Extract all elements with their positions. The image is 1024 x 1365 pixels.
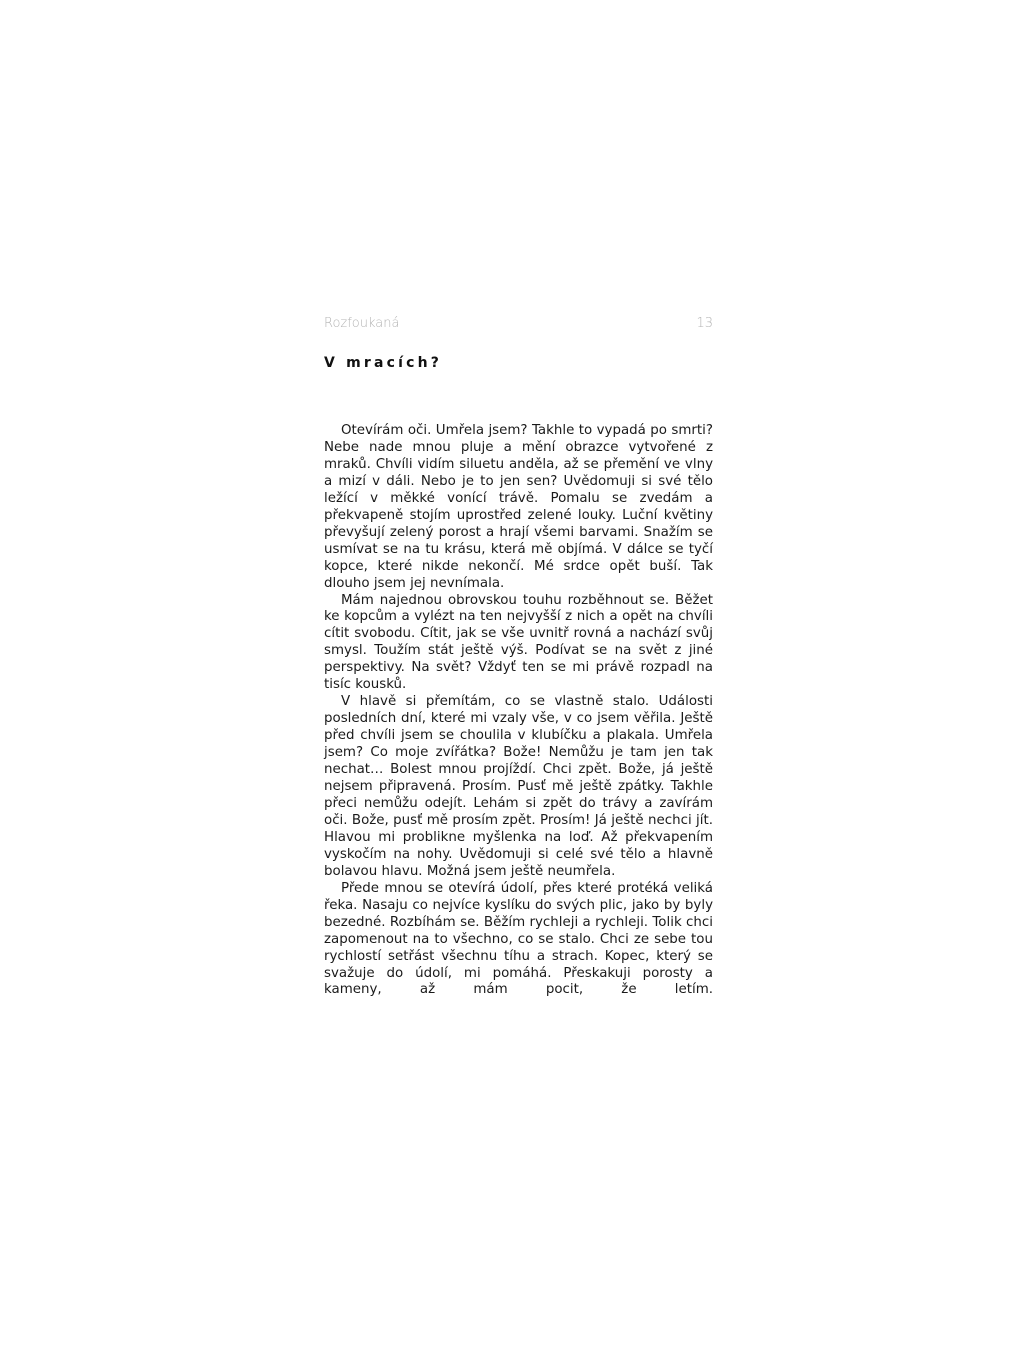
paragraph: V hlavě si přemítám, co se vlastně stalo. Události posledních dní, které mi vzaly vše, v co jsem věřila. Ještě před chvíli jsem se choulila v klubíčku a plakala. Umřela jsem? Co moje zvířátka? Bože! Nemůžu je tam jen tak nechat… Bolest mnou projíždí. Chci zpět. Bože, já ještě nejsem připravená. Prosím. Pusť mě ještě zpátky. Takhle přeci nemůžu odejít. Lehám si zpět do trávy a zavírám oči. Bože, pusť mě prosím zpět. Prosím! Já ještě nechci jít. Hlavou mi problikne myšlenka na loď. Až překvapením vyskočím na nohy. Uvědomuji si celé své tělo a hlavně bolavou hlavu. Možná jsem ještě neumřela. (324, 694, 713, 879)
paragraph: Přede mnou se otevírá údolí, přes které protéká veliká řeka. Nasaju co nejvíce kyslíku do svých plic, jako by byly bezedné. Rozbíhám se. Běžím rychleji a rychleji. Tolik chci zapomenout na to všechno, co se stalo. Chci ze sebe tou rychlostí setřást všechnu tíhu a strach. Kopec, který se svažuje do údolí, mi pomáhá. Přeskakuji porosty a kameny, až mám pocit, že letím. (324, 880, 713, 998)
chapter-title: V mracích? (324, 355, 443, 371)
running-header (324, 316, 713, 334)
book-title: Rozfoukaná (324, 316, 400, 331)
paragraph: Otevírám oči. Umřela jsem? Takhle to vypadá po smrti? Nebe nade mnou pluje a mění obrazce vytvořené z mraků. Chvíli vidím siluetu anděla, až se přemění ve vlny a mizí v dáli. Nebo je to jen sen? Uvědomuji si své tělo ležící v měkké vonící trávě. Pomalu se zvedám a překvapeně stojím uprostřed zelené louky. Luční květiny převyšují zelený porost a hrají všemi barvami. Snažím se usmívat se na tu krásu, která mě objímá. V dálce se tyčí kopce, které nikde nekončí. Mé srdce opět buší. Tak dlouho jsem jej nevnímala. (324, 423, 713, 591)
page-number: 13 (696, 316, 713, 331)
chapter-body (324, 423, 713, 999)
paragraph: Mám najednou obrovskou touhu rozběhnout se. Běžet ke kopcům a vylézt na ten nejvyšší z nich a opět na chvíli cítit svobodu. Cítit, jak se vše uvnitř rovná a nachází svůj smysl. Toužím stát ještě výš. Podívat se na svět z jiné perspektivy. Na svět? Vždyť ten se mi právě rozpadl na tisíc kousků. (324, 592, 713, 693)
